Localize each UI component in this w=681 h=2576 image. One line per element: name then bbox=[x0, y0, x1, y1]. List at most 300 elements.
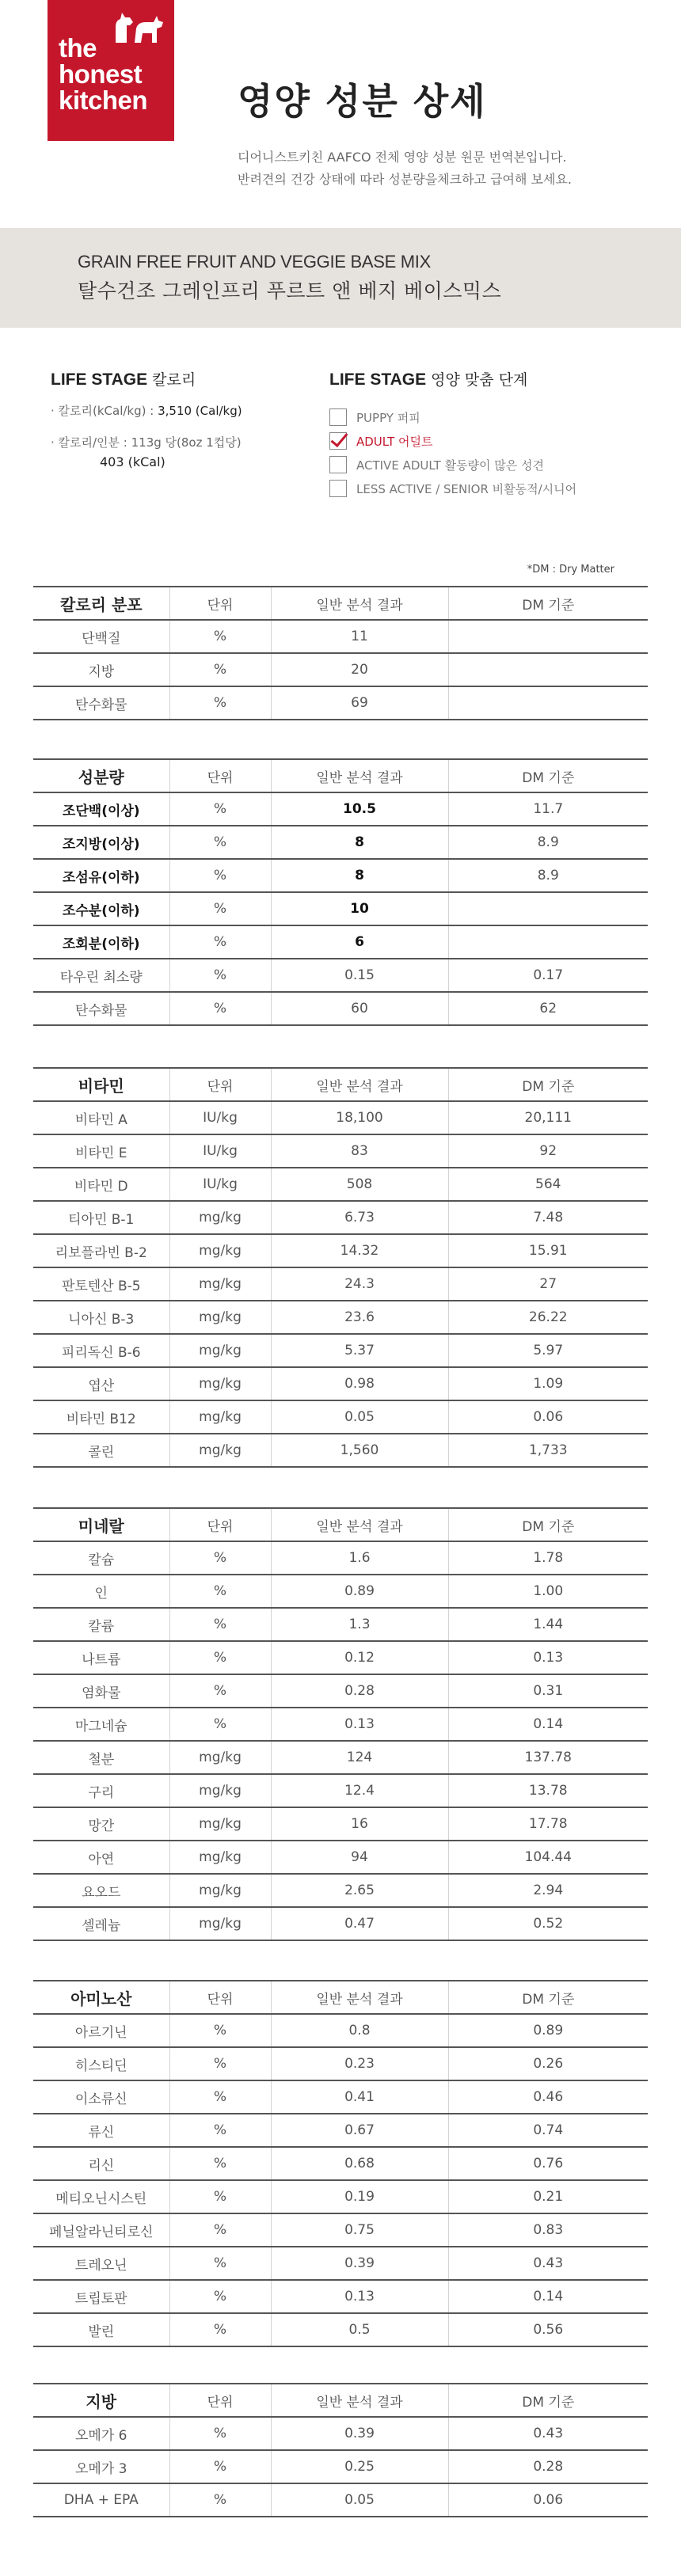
unit-cell: % bbox=[169, 925, 271, 959]
table-row bbox=[33, 653, 648, 686]
unit-cell: % bbox=[169, 992, 271, 1025]
unit-cell: mg/kg bbox=[169, 1841, 271, 1874]
dog-cat-silhouette-icon bbox=[111, 8, 166, 44]
analysis-value: 0.15 bbox=[271, 959, 448, 992]
table-row bbox=[33, 792, 648, 826]
table-row bbox=[33, 2280, 648, 2313]
unit-cell: % bbox=[169, 2450, 271, 2483]
nutrient-name: 탄수화물 bbox=[33, 992, 169, 1025]
checked-checkbox-icon[interactable] bbox=[329, 432, 347, 450]
nutrient-name: 셀레늄 bbox=[33, 1907, 169, 1940]
analysis-value: 2.65 bbox=[271, 1874, 448, 1907]
table-row bbox=[33, 2080, 648, 2114]
nutrient-name: 탄수화물 bbox=[33, 686, 169, 720]
unit-cell: % bbox=[169, 1575, 271, 1608]
analysis-value: 1.3 bbox=[271, 1608, 448, 1641]
logo-line: honest bbox=[59, 59, 143, 89]
nutrient-name: 발린 bbox=[33, 2313, 169, 2346]
dm-value bbox=[448, 620, 648, 653]
nutrient-name: 티아민 B-1 bbox=[33, 1201, 169, 1234]
analysis-value: 124 bbox=[271, 1741, 448, 1774]
analysis-value: 94 bbox=[271, 1841, 448, 1874]
nutrient-name: 칼슘 bbox=[33, 1541, 169, 1575]
nutrient-name: 칼륨 bbox=[33, 1608, 169, 1641]
dm-value: 26.22 bbox=[448, 1301, 648, 1334]
unit-cell: % bbox=[169, 1674, 271, 1708]
analysis-value: 1,560 bbox=[271, 1434, 448, 1467]
analysis-value: 69 bbox=[271, 686, 448, 720]
column-header: 일반 분석 결과 bbox=[271, 1508, 448, 1541]
table-row bbox=[33, 2450, 648, 2483]
nutrient-name: 철분 bbox=[33, 1741, 169, 1774]
dm-value: 0.14 bbox=[448, 2280, 648, 2313]
unit-cell: mg/kg bbox=[169, 1201, 271, 1234]
dm-value: 0.46 bbox=[448, 2080, 648, 2114]
product-name-en: GRAIN FREE FRUIT AND VEGGIE BASE MIX bbox=[78, 252, 431, 272]
table-header-row bbox=[33, 759, 648, 792]
dm-value: 0.74 bbox=[448, 2114, 648, 2147]
unit-cell: % bbox=[169, 1541, 271, 1575]
table-row bbox=[33, 1400, 648, 1434]
stage-heading-rest: 영양 맞춤 단계 bbox=[426, 371, 528, 389]
table-row bbox=[33, 1301, 648, 1334]
table-row bbox=[33, 1774, 648, 1807]
dm-value: 15.91 bbox=[448, 1234, 648, 1267]
analysis-value: 0.8 bbox=[271, 2014, 448, 2047]
unit-cell: % bbox=[169, 2213, 271, 2247]
unit-cell: % bbox=[169, 859, 271, 892]
calorie-per-serving-value: 403 (kCal) bbox=[100, 454, 165, 469]
dm-value: 0.14 bbox=[448, 1708, 648, 1741]
column-header: 단위 bbox=[169, 2384, 271, 2417]
dm-value: 27 bbox=[448, 1267, 648, 1301]
table-row bbox=[33, 1841, 648, 1874]
nutrient-name: 비타민 A bbox=[33, 1101, 169, 1134]
analysis-value: 508 bbox=[271, 1168, 448, 1201]
column-header: 단위 bbox=[169, 759, 271, 792]
nutrient-name: 비타민 D bbox=[33, 1168, 169, 1201]
analysis-value: 0.23 bbox=[271, 2047, 448, 2080]
unit-cell: mg/kg bbox=[169, 1807, 271, 1841]
dm-value: 0.26 bbox=[448, 2047, 648, 2080]
nutrient-name: 지방 bbox=[33, 653, 169, 686]
analysis-value: 0.05 bbox=[271, 2483, 448, 2517]
dm-value: 564 bbox=[448, 1168, 648, 1201]
table-header-row bbox=[33, 1981, 648, 2014]
calorie-per-kg bbox=[51, 401, 242, 421]
dm-value: 11.7 bbox=[448, 792, 648, 826]
dm-value bbox=[448, 686, 648, 720]
dm-value: 0.52 bbox=[448, 1907, 648, 1940]
table-row bbox=[33, 2180, 648, 2213]
section-title: 아미노산 bbox=[33, 1981, 169, 2014]
table-row bbox=[33, 992, 648, 1025]
dm-value: 0.31 bbox=[448, 1674, 648, 1708]
column-header: DM 기준 bbox=[448, 1508, 648, 1541]
analysis-value: 0.25 bbox=[271, 2450, 448, 2483]
table-row bbox=[33, 2417, 648, 2450]
unit-cell: % bbox=[169, 620, 271, 653]
table-row bbox=[33, 1201, 648, 1234]
nutrient-name: 엽산 bbox=[33, 1367, 169, 1400]
nutrition-table bbox=[33, 2383, 648, 2517]
unit-cell: % bbox=[169, 2280, 271, 2313]
nutrient-name: 마그네슘 bbox=[33, 1708, 169, 1741]
checkbox-icon[interactable] bbox=[329, 408, 347, 426]
unit-cell: % bbox=[169, 2147, 271, 2180]
dm-value: 5.97 bbox=[448, 1334, 648, 1367]
stage-heading-bold: LIFE STAGE bbox=[329, 370, 427, 389]
stage-option[interactable] bbox=[329, 453, 576, 477]
nutrient-name: 비타민 E bbox=[33, 1134, 169, 1168]
analysis-value: 0.19 bbox=[271, 2180, 448, 2213]
checkbox-icon[interactable] bbox=[329, 480, 347, 497]
dm-value: 0.83 bbox=[448, 2213, 648, 2247]
table-header-row bbox=[33, 1508, 648, 1541]
dm-value: 8.9 bbox=[448, 859, 648, 892]
section-title: 지방 bbox=[33, 2384, 169, 2417]
dm-value: 20,111 bbox=[448, 1101, 648, 1134]
dm-value: 1.78 bbox=[448, 1541, 648, 1575]
column-header: DM 기준 bbox=[448, 1981, 648, 2014]
analysis-value: 0.67 bbox=[271, 2114, 448, 2147]
unit-cell: % bbox=[169, 826, 271, 859]
analysis-value: 83 bbox=[271, 1134, 448, 1168]
table-row bbox=[33, 1168, 648, 1201]
analysis-value: 0.89 bbox=[271, 1575, 448, 1608]
unit-cell: mg/kg bbox=[169, 1267, 271, 1301]
dm-value bbox=[448, 892, 648, 925]
nutrition-table bbox=[33, 1980, 648, 2347]
product-name-band bbox=[0, 228, 681, 328]
dm-value: 1.44 bbox=[448, 1608, 648, 1641]
analysis-value: 8 bbox=[271, 859, 448, 892]
unit-cell: mg/kg bbox=[169, 1367, 271, 1400]
analysis-value: 11 bbox=[271, 620, 448, 653]
nutrient-name: 구리 bbox=[33, 1774, 169, 1807]
unit-cell: % bbox=[169, 2047, 271, 2080]
nutrient-name: 요오드 bbox=[33, 1874, 169, 1907]
dm-value: 0.06 bbox=[448, 1400, 648, 1434]
unit-cell: % bbox=[169, 959, 271, 992]
nutrient-name: 류신 bbox=[33, 2114, 169, 2147]
dm-value: 0.28 bbox=[448, 2450, 648, 2483]
dm-value: 17.78 bbox=[448, 1807, 648, 1841]
intro-line: 디어니스트키친 AAFCO 전체 영양 성분 원문 번역본입니다. bbox=[238, 150, 567, 165]
nutrient-name: 비타민 B12 bbox=[33, 1400, 169, 1434]
nutrient-name: 트립토판 bbox=[33, 2280, 169, 2313]
dm-value: 7.48 bbox=[448, 1201, 648, 1234]
analysis-value: 0.47 bbox=[271, 1907, 448, 1940]
unit-cell: mg/kg bbox=[169, 1434, 271, 1467]
nutrient-name: 나트륨 bbox=[33, 1641, 169, 1674]
dm-value: 1.09 bbox=[448, 1367, 648, 1400]
nutrient-name: DHA + EPA bbox=[33, 2483, 169, 2517]
analysis-value: 18,100 bbox=[271, 1101, 448, 1134]
dm-value: 104.44 bbox=[448, 1841, 648, 1874]
dm-value: 0.56 bbox=[448, 2313, 648, 2346]
table-row bbox=[33, 925, 648, 959]
unit-cell: % bbox=[169, 792, 271, 826]
dm-value: 1.00 bbox=[448, 1575, 648, 1608]
nutrient-name: 페닐알라닌티로신 bbox=[33, 2213, 169, 2247]
checkbox-icon[interactable] bbox=[329, 456, 347, 473]
dm-value: 1,733 bbox=[448, 1434, 648, 1467]
analysis-value: 8 bbox=[271, 826, 448, 859]
unit-cell: % bbox=[169, 2114, 271, 2147]
table-row bbox=[33, 2147, 648, 2180]
intro-text bbox=[238, 146, 572, 191]
dm-value: 13.78 bbox=[448, 1774, 648, 1807]
unit-cell: mg/kg bbox=[169, 1774, 271, 1807]
column-header: DM 기준 bbox=[448, 759, 648, 792]
stage-option-label: PUPPY 퍼피 bbox=[356, 410, 420, 425]
unit-cell: mg/kg bbox=[169, 1334, 271, 1367]
unit-cell: % bbox=[169, 686, 271, 720]
unit-cell: mg/kg bbox=[169, 1301, 271, 1334]
unit-cell: % bbox=[169, 1641, 271, 1674]
dm-value: 8.9 bbox=[448, 826, 648, 859]
table-header-row bbox=[33, 587, 648, 620]
analysis-value: 12.4 bbox=[271, 1774, 448, 1807]
analysis-value: 0.05 bbox=[271, 1400, 448, 1434]
analysis-value: 1.6 bbox=[271, 1541, 448, 1575]
analysis-value: 20 bbox=[271, 653, 448, 686]
stage-option-label: ADULT 어덜트 bbox=[356, 434, 433, 449]
table-row bbox=[33, 1434, 648, 1467]
calorie-label: · 칼로리(kCal/kg) : bbox=[51, 404, 158, 418]
table-header-row bbox=[33, 2384, 648, 2417]
stage-option-label: LESS ACTIVE / SENIOR 비활동적/시니어 bbox=[356, 481, 577, 496]
column-header: DM 기준 bbox=[448, 1068, 648, 1101]
calorie-heading bbox=[51, 368, 242, 389]
life-stage-calorie bbox=[51, 368, 242, 472]
analysis-value: 0.5 bbox=[271, 2313, 448, 2346]
brand-logo[interactable] bbox=[48, 0, 174, 141]
nutrient-name: 콜린 bbox=[33, 1434, 169, 1467]
nutrient-name: 트레오닌 bbox=[33, 2247, 169, 2280]
section-title: 비타민 bbox=[33, 1068, 169, 1101]
section-title: 미네랄 bbox=[33, 1508, 169, 1541]
unit-cell: mg/kg bbox=[169, 1400, 271, 1434]
nutrition-table bbox=[33, 758, 648, 1026]
table-row bbox=[33, 686, 648, 720]
unit-cell: mg/kg bbox=[169, 1874, 271, 1907]
table-row bbox=[33, 2483, 648, 2517]
unit-cell: IU/kg bbox=[169, 1168, 271, 1201]
nutrition-table bbox=[33, 1067, 648, 1468]
unit-cell: mg/kg bbox=[169, 1234, 271, 1267]
dm-value: 0.06 bbox=[448, 2483, 648, 2517]
analysis-value: 0.39 bbox=[271, 2247, 448, 2280]
dm-value: 0.43 bbox=[448, 2247, 648, 2280]
nutrient-name: 오메가 6 bbox=[33, 2417, 169, 2450]
nutrient-name: 오메가 3 bbox=[33, 2450, 169, 2483]
table-row bbox=[33, 1234, 648, 1267]
nutrient-name: 조수분(이하) bbox=[33, 892, 169, 925]
table-row bbox=[33, 1874, 648, 1907]
dm-value: 0.76 bbox=[448, 2147, 648, 2180]
unit-cell: IU/kg bbox=[169, 1134, 271, 1168]
product-name-ko: 탈수건조 그레인프리 푸르트 앤 베지 베이스믹스 bbox=[78, 279, 502, 302]
unit-cell: % bbox=[169, 1608, 271, 1641]
unit-cell: % bbox=[169, 1708, 271, 1741]
nutrition-table bbox=[33, 586, 648, 720]
table-row bbox=[33, 1741, 648, 1774]
unit-cell: % bbox=[169, 2483, 271, 2517]
nutrient-name: 이소류신 bbox=[33, 2080, 169, 2114]
unit-cell: IU/kg bbox=[169, 1101, 271, 1134]
unit-cell: mg/kg bbox=[169, 1907, 271, 1940]
dm-value: 137.78 bbox=[448, 1741, 648, 1774]
table-row bbox=[33, 1807, 648, 1841]
table-row bbox=[33, 1641, 648, 1674]
dm-value: 62 bbox=[448, 992, 648, 1025]
table-row bbox=[33, 892, 648, 925]
section-title: 칼로리 분포 bbox=[33, 587, 169, 620]
analysis-value: 0.13 bbox=[271, 2280, 448, 2313]
calorie-heading-rest: 칼로리 bbox=[147, 371, 196, 389]
dm-value: 0.13 bbox=[448, 1641, 648, 1674]
nutrient-name: 조단백(이상) bbox=[33, 792, 169, 826]
column-header: 일반 분석 결과 bbox=[271, 1981, 448, 2014]
nutrient-name: 인 bbox=[33, 1575, 169, 1608]
table-row bbox=[33, 2014, 648, 2047]
unit-cell: mg/kg bbox=[169, 1741, 271, 1774]
analysis-value: 0.68 bbox=[271, 2147, 448, 2180]
nutrient-name: 염화물 bbox=[33, 1674, 169, 1708]
analysis-value: 23.6 bbox=[271, 1301, 448, 1334]
table-row bbox=[33, 2247, 648, 2280]
unit-cell: % bbox=[169, 2014, 271, 2047]
table-row bbox=[33, 1267, 648, 1301]
unit-cell: % bbox=[169, 2080, 271, 2114]
analysis-value: 60 bbox=[271, 992, 448, 1025]
nutrient-name: 판토텐산 B-5 bbox=[33, 1267, 169, 1301]
nutrient-name: 조지방(이상) bbox=[33, 826, 169, 859]
unit-cell: % bbox=[169, 2417, 271, 2450]
table-row bbox=[33, 859, 648, 892]
table-row bbox=[33, 1334, 648, 1367]
analysis-value: 0.13 bbox=[271, 1708, 448, 1741]
analysis-value: 6.73 bbox=[271, 1201, 448, 1234]
table-row bbox=[33, 2313, 648, 2346]
analysis-value: 6 bbox=[271, 925, 448, 959]
dm-value: 0.21 bbox=[448, 2180, 648, 2213]
column-header: 일반 분석 결과 bbox=[271, 2384, 448, 2417]
column-header: 일반 분석 결과 bbox=[271, 1068, 448, 1101]
analysis-value: 0.28 bbox=[271, 1674, 448, 1708]
dm-value: 0.43 bbox=[448, 2417, 648, 2450]
table-row bbox=[33, 1134, 648, 1168]
nutrient-name: 리신 bbox=[33, 2147, 169, 2180]
nutrition-table bbox=[33, 1507, 648, 1941]
table-row bbox=[33, 1674, 648, 1708]
column-header: 단위 bbox=[169, 1981, 271, 2014]
nutrient-name: 조섬유(이하) bbox=[33, 859, 169, 892]
table-row bbox=[33, 620, 648, 653]
table-row bbox=[33, 2047, 648, 2080]
table-row bbox=[33, 1575, 648, 1608]
logo-line: kitchen bbox=[59, 85, 148, 115]
table-row bbox=[33, 1367, 648, 1400]
unit-cell: % bbox=[169, 2180, 271, 2213]
stage-heading bbox=[329, 368, 576, 389]
column-header: 일반 분석 결과 bbox=[271, 759, 448, 792]
table-row bbox=[33, 2213, 648, 2247]
table-row bbox=[33, 1608, 648, 1641]
nutrient-name: 망간 bbox=[33, 1807, 169, 1841]
analysis-value: 0.75 bbox=[271, 2213, 448, 2247]
dm-note: *DM : Dry Matter bbox=[527, 564, 614, 576]
calorie-heading-bold: LIFE STAGE bbox=[51, 370, 148, 389]
column-header: DM 기준 bbox=[448, 2384, 648, 2417]
table-row bbox=[33, 826, 648, 859]
nutrient-name: 리보플라빈 B-2 bbox=[33, 1234, 169, 1267]
analysis-value: 10.5 bbox=[271, 792, 448, 826]
calorie-per-serving: · 칼로리/인분 : 113g 당(8oz 1컵당) bbox=[51, 435, 242, 450]
logo-line: the bbox=[59, 33, 97, 63]
nutrient-name: 피리독신 B-6 bbox=[33, 1334, 169, 1367]
nutrient-name: 히스티딘 bbox=[33, 2047, 169, 2080]
nutrient-name: 아르기닌 bbox=[33, 2014, 169, 2047]
nutrient-name: 단백질 bbox=[33, 620, 169, 653]
unit-cell: % bbox=[169, 653, 271, 686]
analysis-value: 0.98 bbox=[271, 1367, 448, 1400]
dm-value: 0.17 bbox=[448, 959, 648, 992]
analysis-value: 10 bbox=[271, 892, 448, 925]
intro-line: 반려견의 건강 상태에 따라 성분량을체크하고 급여해 보세요. bbox=[238, 172, 573, 187]
nutrient-name: 아연 bbox=[33, 1841, 169, 1874]
analysis-value: 0.39 bbox=[271, 2417, 448, 2450]
calorie-value: 3,510 (Cal/kg) bbox=[158, 404, 242, 418]
page-header bbox=[0, 0, 681, 228]
column-header: 단위 bbox=[169, 587, 271, 620]
analysis-value: 0.12 bbox=[271, 1641, 448, 1674]
table-row bbox=[33, 1708, 648, 1741]
table-row bbox=[33, 1907, 648, 1940]
analysis-value: 5.37 bbox=[271, 1334, 448, 1367]
stage-option-label: ACTIVE ADULT 활동량이 많은 성견 bbox=[356, 458, 545, 473]
stage-option[interactable] bbox=[329, 429, 576, 453]
table-row bbox=[33, 959, 648, 992]
nutrient-name: 조회분(이하) bbox=[33, 925, 169, 959]
analysis-value: 0.41 bbox=[271, 2080, 448, 2114]
unit-cell: % bbox=[169, 892, 271, 925]
nutrient-name: 니아신 B-3 bbox=[33, 1301, 169, 1334]
stage-option[interactable] bbox=[329, 477, 576, 500]
nutrient-name: 타우린 최소량 bbox=[33, 959, 169, 992]
page-title: 영양 성분 상세 bbox=[238, 80, 487, 123]
dm-value bbox=[448, 653, 648, 686]
analysis-value: 16 bbox=[271, 1807, 448, 1841]
dm-value: 2.94 bbox=[448, 1874, 648, 1907]
table-row bbox=[33, 2114, 648, 2147]
column-header: 단위 bbox=[169, 1068, 271, 1101]
stage-option[interactable] bbox=[329, 405, 576, 429]
table-header-row bbox=[33, 1068, 648, 1101]
table-row bbox=[33, 1101, 648, 1134]
dm-value: 92 bbox=[448, 1134, 648, 1168]
table-row bbox=[33, 1541, 648, 1575]
dm-value: 0.89 bbox=[448, 2014, 648, 2047]
unit-cell: % bbox=[169, 2313, 271, 2346]
dm-value bbox=[448, 925, 648, 959]
life-stage-options bbox=[329, 368, 576, 500]
column-header: DM 기준 bbox=[448, 587, 648, 620]
unit-cell: % bbox=[169, 2247, 271, 2280]
nutrient-name: 메티오닌시스틴 bbox=[33, 2180, 169, 2213]
